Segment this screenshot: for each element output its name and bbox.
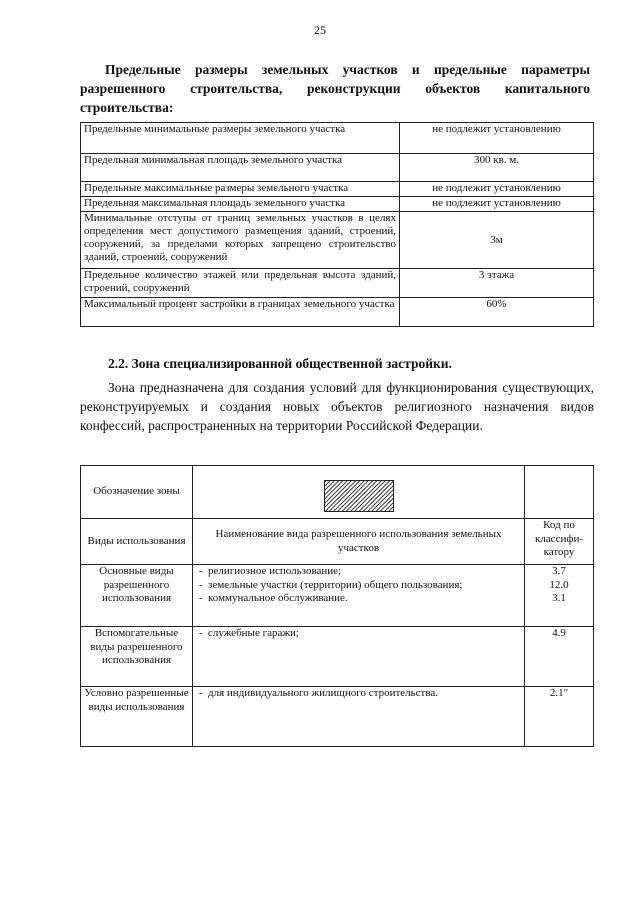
list-item: - коммунальное обслуживание. — [196, 592, 521, 606]
list-item: - служебные гаражи; — [196, 627, 521, 641]
use-items — [193, 627, 525, 687]
list-item: - религиозное использование; — [196, 565, 521, 579]
params-row — [81, 197, 594, 212]
use-type: Условно разрешенные виды использования — [81, 687, 193, 747]
param-label: Предельные максимальные размеры земельного участка — [81, 182, 400, 197]
param-value: 60% — [400, 298, 594, 327]
code: 4.9 — [552, 627, 566, 639]
zone-label: Обозначение зоны — [81, 466, 193, 519]
use-type: Вспомогательные виды разрешенного использования — [81, 627, 193, 687]
header-col2: Наименование вида разрешенного использования земельных участков — [193, 519, 525, 565]
params-heading: Предельные размеры земельных участков и предельные параметры разрешенного строительства, реконструкции объектов капитального строительства: — [80, 62, 590, 115]
table-row — [81, 627, 594, 687]
use-items — [193, 565, 525, 627]
header-col1: Виды использования — [81, 519, 193, 565]
page-number: 25 — [314, 23, 326, 37]
table-row — [81, 687, 594, 747]
param-label: Минимальные отступы от границ земельных участков в целях определения мест допустимого размещения зданий, строений, сооружений, за пределами которых запрещено строительство зданий, строений, сооружений — [81, 212, 400, 269]
zone-empty-cell — [525, 466, 594, 519]
use-type: Основные виды разрешенного использования — [81, 565, 193, 627]
param-value: 300 кв. м. — [400, 154, 594, 182]
list-item: - для индивидуального жилищного строительства. — [196, 687, 521, 701]
code: 3.7 — [552, 565, 566, 577]
use-items — [193, 687, 525, 747]
code: 3.1 — [552, 592, 566, 604]
param-label: Максимальный процент застройки в границах земельного участка — [81, 298, 400, 327]
code: 12.0 — [549, 578, 569, 591]
param-label: Предельная минимальная площадь земельного участка — [81, 154, 400, 182]
zones-table — [80, 465, 594, 747]
param-value: 3м — [400, 212, 594, 269]
params-row — [81, 123, 594, 154]
params-row — [81, 298, 594, 327]
params-table — [80, 122, 594, 327]
zone-row — [81, 466, 594, 519]
param-value: не подлежит установлению — [400, 123, 594, 154]
code: 2.1" — [549, 687, 569, 699]
param-label: Предельные минимальные размеры земельного участка — [81, 123, 400, 154]
header-row — [81, 519, 594, 565]
params-row — [81, 212, 594, 269]
table-row — [81, 565, 594, 627]
param-label: Предельная максимальная площадь земельного участка — [81, 197, 400, 212]
zone-hatch-symbol — [324, 480, 394, 512]
section-title: 2.2. Зона специализированной общественной застройки. — [108, 356, 452, 371]
param-value: не подлежит установлению — [400, 197, 594, 212]
params-row — [81, 154, 594, 182]
use-codes — [525, 687, 594, 747]
param-label: Предельное количество этажей или предельная высота зданий, строений, сооружений — [81, 269, 400, 298]
header-col3: Код по классифи-катору — [525, 519, 594, 565]
params-row — [81, 269, 594, 298]
param-value: 3 этажа — [400, 269, 594, 298]
use-codes — [525, 565, 594, 627]
params-row — [81, 182, 594, 197]
param-value: не подлежит установлению — [400, 182, 594, 197]
section-text: Зона предназначена для создания условий для функционирования существующих, реконструируемых и создания новых объектов религиозного назначения видов конфессий, распространенных на территории Российской Федерации. — [80, 380, 594, 433]
zone-symbol-cell — [193, 466, 525, 519]
list-item: - земельные участки (территории) общего пользования; — [196, 579, 521, 593]
use-codes — [525, 627, 594, 687]
